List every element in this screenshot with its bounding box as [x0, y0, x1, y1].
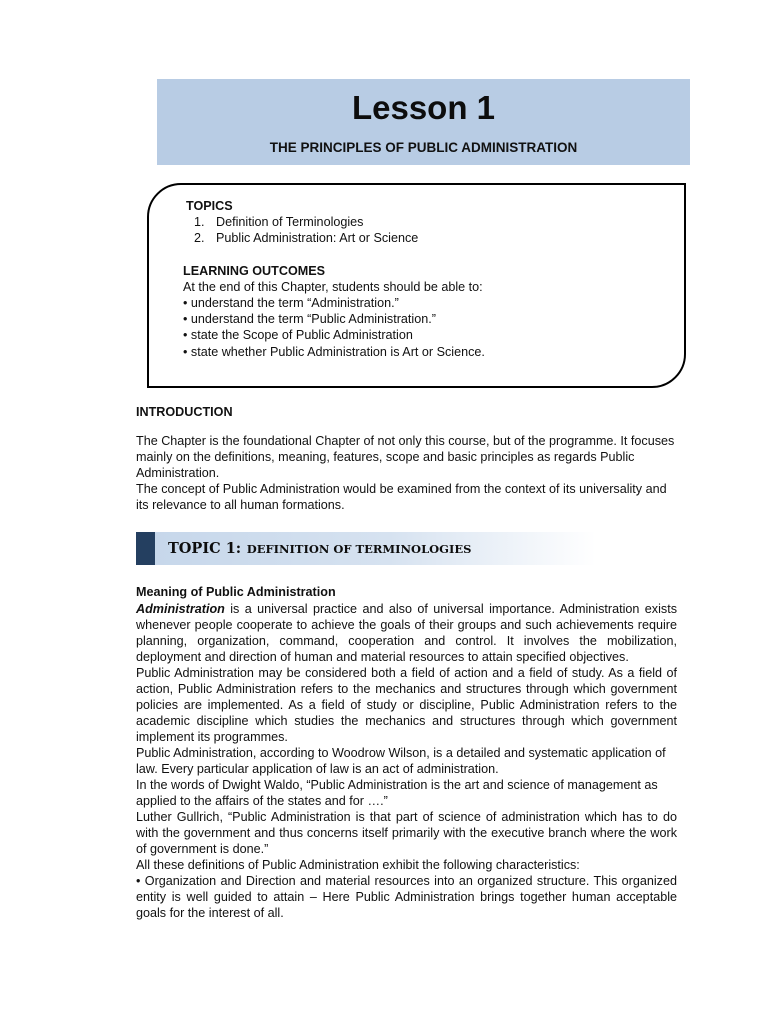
introduction-heading: INTRODUCTION	[136, 405, 233, 419]
learning-outcomes-intro: At the end of this Chapter, students should be able to:	[183, 280, 483, 294]
meaning-paragraph: Luther Gullrich, “Public Administration is that part of science of administration which has to do with the government and thus concerns itself primarily with the executive branch where the work of government is done.”	[136, 810, 677, 856]
topic-1-name: DEFINITION OF TERMINOLOGIES	[246, 542, 472, 556]
lesson-subtitle: THE PRINCIPLES OF PUBLIC ADMINISTRATION	[269, 140, 578, 155]
topic-1-header-bar	[136, 532, 596, 565]
topic-list-number: 2.	[194, 231, 205, 245]
introduction-paragraph: The concept of Public Administration would be examined from the context of its universality and its relevance to all human formations.	[136, 482, 667, 512]
lesson-outline-box	[147, 183, 686, 388]
meaning-paragraph: • Organization and Direction and material resources into an organized structure. This organized entity is well guided to attain – Here Public Administration brings together human acceptable goals for the interest of all.	[136, 874, 677, 920]
introduction-paragraph: The Chapter is the foundational Chapter of not only this course, but of the programme. It focuses mainly on the definitions, meaning, features, scope and basic principles as regards Public Administration.	[136, 434, 675, 480]
topic-marker	[136, 532, 155, 565]
meaning-paragraph: Public Administration may be considered both a field of action and a field of study. As a field of action, Public Administration refers to the mechanics and structures through which government policies are implemented. As a field of study or discipline, Public Administration refers to the academic discipline which studies the mechanics and structures through which government implement its programmes.	[136, 666, 677, 744]
meaning-paragraph: Public Administration, according to Woodrow Wilson, is a detailed and systematic application of law. Every particular application of law is an act of administration.	[136, 746, 666, 776]
topic-1-label: TOPIC 1:	[168, 540, 242, 557]
topic-list-item	[194, 230, 418, 246]
meaning-heading: Meaning of Public Administration	[136, 585, 336, 599]
topic-list-text: Definition of Terminologies	[216, 215, 364, 229]
learning-outcome-item: • understand the term “Public Administration.”	[183, 312, 436, 326]
topic-1-title	[168, 538, 471, 557]
lesson-header-banner	[157, 79, 690, 165]
learning-outcome-item: • state the Scope of Public Administration	[183, 328, 413, 342]
meaning-paragraph: All these definitions of Public Administration exhibit the following characteristics:	[136, 858, 580, 872]
meaning-body	[136, 601, 677, 921]
topics-heading: TOPICS	[186, 199, 233, 213]
learning-outcome-item: • understand the term “Administration.”	[183, 296, 399, 310]
meaning-paragraph	[136, 601, 677, 665]
administration-term: Administration	[136, 602, 225, 616]
lesson-title: Lesson 1	[351, 89, 496, 126]
learning-outcome-item: • state whether Public Administration is Art or Science.	[183, 345, 485, 359]
topic-list-number: 1.	[194, 215, 205, 229]
meaning-paragraph-text: is a universal practice and also of universal importance. Administration exists whenever people cooperate to achieve the goals of their groups and such achievements require planning, organization, command, cooperation and control. It involves the mobilization, deployment and direction of human and material resources to attain specified objectives.	[136, 602, 677, 664]
topic-list-item	[194, 214, 363, 230]
learning-outcomes-heading: LEARNING OUTCOMES	[183, 264, 326, 278]
topic-list-text: Public Administration: Art or Science	[216, 231, 419, 245]
introduction-body	[136, 433, 677, 513]
meaning-paragraph: In the words of Dwight Waldo, “Public Administration is the art and science of management as applied to the affairs of the states and for ….”	[136, 778, 658, 808]
